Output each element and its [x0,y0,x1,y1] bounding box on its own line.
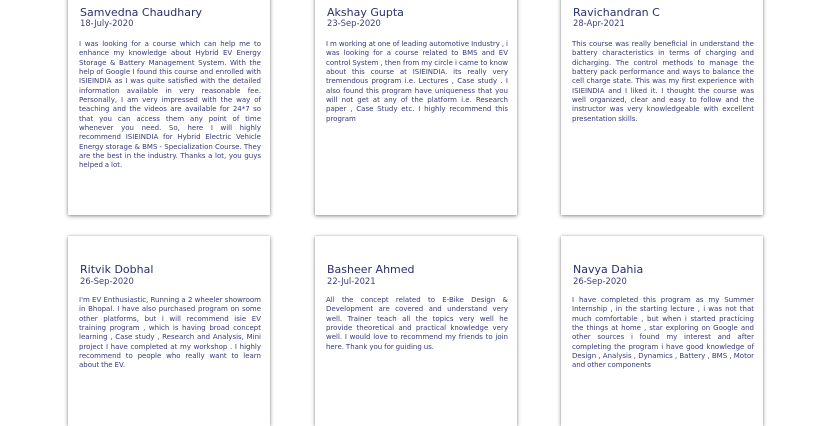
reviewer-name: Samvedna Chaudhary [80,6,202,19]
review-date: 22-Jul-2021 [327,276,376,286]
review-date: 18-July-2020 [80,18,134,28]
review-text: All the concept related to E-Bike Design & Development are covered and understand very well. Trainer teach all the topics very well he provide theoretical and practical knowledge very well. I would love to recommend my friends to join here. Thank you for guiding us. [326,296,508,351]
review-text: I'm EV Enthusiastic, Running a 2 wheeler showroom in Bhopal. I have also purchased program on some other platforms, but i will recommend isie EV training program , which is having broad concept learning , Case study , Research and Analysis, Mini project I have completed at my workshop . I highly recommend to people who really want to learn about the EV. [79,296,261,370]
review-text: I was looking for a course which can help me to enhance my knowledge about Hybrid EV Energy Storage & Battery Management System. With the help of Google I found this course and enrolled with ISIEINDIA as I was quite satisfied with the detailed information available in very reasonable fee. Personally, I am very impressed with the way of teaching and the videos are available for 24*7 so that you can access them any point of time whenever you need. So, here I will highly recommend ISIEINDIA for Hybrid Electric Vehicle Energy storage & BMS - Specialization Course. They are the best in the industry. Thanks a lot, you guys helped a lot. [79,40,261,170]
reviewer-name: Basheer Ahmed [327,263,415,276]
testimonial-card [68,0,270,215]
review-text: I m working at one of leading automotive Industry , i was looking for a course related to BMS and EV control System , then from my circle i came to know about this course at ISIEINDIA. its really very tremendous program i.e. Lectures , Case study . I also found this program have uniqueness that you will not get at any of the platform i.e. Research paper , Case Study etc. I highly recommend this program [326,40,508,123]
review-date: 26-Sep-2020 [573,276,627,286]
review-text: This course was really beneficial in understand the battery characteristics in terms of charging and dicharging. The control methods to manage the battery pack performance and ways to balance the cell charge state. This was my first experience with ISIEINDIA and I liked it. I thought the course was well organized, clear and easy to follow and the instructor was very knowledgeable with excellent presentation skills. [572,40,754,123]
review-date: 23-Sep-2020 [327,18,381,28]
reviewer-name: Akshay Gupta [327,6,404,19]
testimonial-card [68,236,270,426]
testimonial-card [561,236,763,426]
reviewer-name: Navya Dahia [573,263,644,276]
testimonial-card [561,0,763,215]
testimonial-card [315,236,517,426]
reviewer-name: Ritvik Dobhal [80,263,154,276]
review-date: 26-Sep-2020 [80,276,134,286]
review-text: I have completed this program as my Summer Internship , in the starting lecture , i was not that much comfortable , but when i started practicing the things at home , star exploring on Google and other sources i found my interest and after completing the program i have good knowledge of Design , Analysis , Dynamics , Battery , BMS , Motor and other components [572,296,754,370]
testimonial-card [315,0,517,215]
review-date: 28-Apr-2021 [573,18,625,28]
reviewer-name: Ravichandran C [573,6,660,19]
